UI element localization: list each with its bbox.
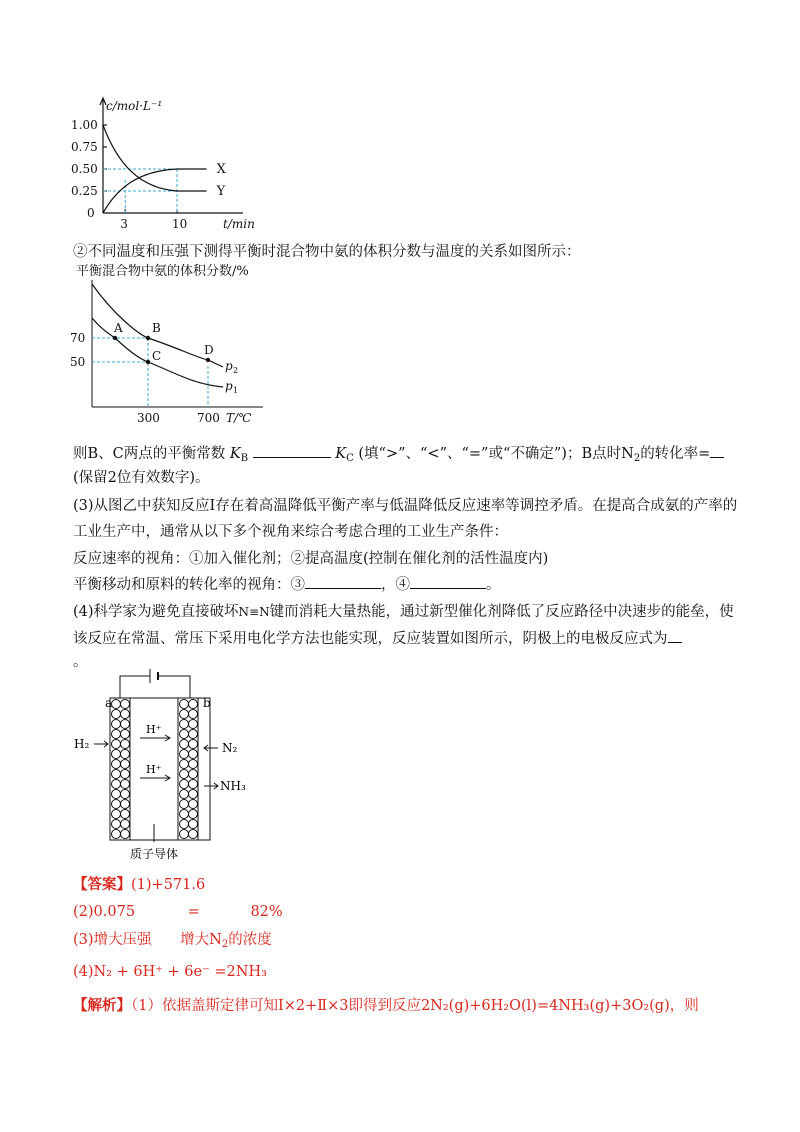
electrode-a-bead (112, 710, 121, 719)
answer-blank-electrode[interactable] (668, 628, 682, 643)
y-tick-label: 0.75 (71, 140, 98, 154)
answer-line-3 (73, 930, 272, 955)
y-tick-label: 0.50 (71, 162, 98, 176)
electrode-a-bead (112, 820, 121, 829)
answer-blank-kb[interactable] (253, 443, 331, 458)
answer-blank-4[interactable] (410, 574, 486, 589)
x-tick-label: 3 (120, 217, 128, 231)
series-y-label: Y (216, 184, 226, 199)
kc-sub: C (346, 453, 354, 464)
electrode-b-bead (189, 720, 198, 729)
nh3-outlet-arrow (204, 783, 218, 789)
question-4-b (73, 628, 682, 649)
electrode-a-bead (121, 770, 130, 779)
kb-symbol: K (229, 446, 241, 462)
fill-hint: (填“>”、“<”、“=”或“不确定”)；B点时 (358, 446, 622, 462)
curve-p2-sub: 2 (233, 366, 239, 375)
n2-sub: 2 (633, 453, 641, 464)
question-2-2: ②不同温度和压强下测得平衡时混合物中氨的体积分数与温度的关系如图所示： (73, 244, 581, 260)
x-tick-label: 700 (197, 411, 220, 425)
electrode-a-bead (121, 760, 130, 769)
electrode-b-bead (189, 820, 198, 829)
answer-2a: (2)0.075 (73, 904, 136, 920)
electrode-a-bead (112, 790, 121, 799)
concentration-time-chart (68, 90, 278, 240)
electrode-b-bead (180, 760, 189, 769)
electrode-b-bead (180, 740, 189, 749)
y-axis-label: c/mol·L⁻¹ (106, 99, 163, 113)
y-tick-label: 50 (70, 355, 86, 369)
answer-3c: 的浓度 (228, 932, 272, 948)
triple-bond: N≡N (238, 605, 270, 619)
question-kb-kc (73, 443, 724, 469)
electrode-a-bead (121, 730, 130, 739)
y-tick-label: 70 (70, 331, 86, 345)
electrode-a (110, 698, 130, 840)
electrode-b-bead (180, 720, 189, 729)
electrode-a-bead (112, 740, 121, 749)
electrode-b-bead (189, 700, 198, 709)
y-tick-label: 1.00 (71, 118, 98, 132)
answer-3b: 增大 (180, 932, 210, 948)
nh3-label: NH₃ (220, 779, 246, 793)
electrode-b-bead (189, 790, 198, 799)
electrode-b-label: b (203, 696, 211, 710)
q3-d-end: 。 (486, 577, 501, 593)
kb-sub: B (240, 453, 249, 464)
electrode-a-bead (121, 830, 130, 839)
electrode-a-bead (121, 700, 130, 709)
answer-2c: 82% (250, 904, 283, 920)
electrode-b-bead (180, 710, 189, 719)
point-label: A (114, 321, 123, 335)
electrode-b-bead (180, 770, 189, 779)
external-wire (120, 676, 190, 698)
q3-d-prefix: 平衡移动和原料的转化率的视角：③ (73, 577, 305, 593)
n2-symbol: N (621, 446, 634, 462)
hplus-label-1: H⁺ (146, 723, 162, 736)
electrode-b-bead (189, 750, 198, 759)
x-tick-label: 10 (172, 217, 188, 231)
kb-prefix: 则B、C两点的平衡常数 (73, 446, 226, 462)
answer-line-1 (73, 875, 205, 895)
point-label: B (152, 321, 161, 335)
answer-3-n: N (209, 932, 222, 948)
electrode-b-bead (180, 700, 189, 709)
question-4-c: 。 (73, 654, 88, 670)
answer-line-4 (73, 962, 267, 982)
electrode-b-bead (189, 710, 198, 719)
point-d (206, 358, 210, 362)
x-tick-label: 300 (137, 411, 160, 425)
device-caption: 质子导体 (130, 847, 179, 861)
answer-1: (1)+571.6 (131, 877, 206, 893)
q4-prefix: (4)科学家为避免直接破坏 (73, 604, 239, 620)
electrode-b-bead (180, 790, 189, 799)
electrode-b-bead (180, 800, 189, 809)
electrode-a-bead (112, 750, 121, 759)
curve-p2-label: p (225, 359, 233, 373)
electrode-a-bead (121, 710, 130, 719)
question-3-b: 工业生产中，通常从以下多个视角来综合考虑合理的工业生产条件： (73, 524, 508, 540)
keep-digits: (保留2位有效数字)。 (73, 470, 210, 486)
q3-d-mid: ，④ (381, 577, 410, 593)
electrode-b-bead (180, 750, 189, 759)
electrode-b-bead (189, 780, 198, 789)
electrode-a-label: a (105, 696, 113, 710)
electrode-a-bead (121, 820, 130, 829)
electrode-b-bead (180, 730, 189, 739)
electrolysis-device (70, 664, 290, 864)
electrode-b (178, 698, 198, 840)
electrode-b-bead (180, 830, 189, 839)
y-tick-label: 0.25 (71, 184, 98, 198)
electrode-b-bead (180, 780, 189, 789)
electrode-a-bead (112, 770, 121, 779)
point-a (113, 336, 117, 340)
curve-p1-sub: 1 (233, 386, 239, 395)
electrode-a-bead (121, 810, 130, 819)
analysis-heading: 【解析】 (73, 997, 131, 1014)
answer-blank-3[interactable] (305, 574, 381, 589)
electrode-a-bead (121, 750, 130, 759)
electrode-b-bead (180, 820, 189, 829)
n2-inlet-arrow (204, 745, 218, 751)
answer-heading: 【答案】 (73, 876, 131, 893)
electrode-a-bead (112, 780, 121, 789)
ammonia-fraction-chart (68, 262, 278, 427)
kc-symbol: K (335, 446, 347, 462)
electrode-a-bead (121, 790, 130, 799)
question-3-a: (3)从图乙中获知反应Ⅰ存在着高温降低平衡产率与低温降低反应速率等调控矛盾。在提高合成氨的产率的 (73, 498, 738, 514)
electrode-a-bead (112, 800, 121, 809)
answer-line-2 (73, 902, 283, 922)
series-x-label: X (216, 162, 226, 177)
electrode-b-bead (189, 770, 198, 779)
answer-4-equation: N₂ + 6H⁺ + 6e⁻ =2NH₃ (93, 964, 267, 980)
electrode-b-bead (189, 810, 198, 819)
electrode-a-bead (112, 700, 121, 709)
h2-inlet-arrow (94, 741, 108, 747)
hplus-label-2: H⁺ (146, 763, 162, 776)
electrode-b-bead (189, 830, 198, 839)
x-axis-label: t/min (223, 217, 255, 231)
analysis-line (73, 996, 699, 1016)
point-label: D (204, 343, 214, 357)
q4-rest: 键而消耗大量热能，通过新型催化剂降低了反应路径中决速步的能垒，使 (269, 604, 734, 620)
question-3-d (73, 574, 501, 595)
electrode-a-bead (121, 720, 130, 729)
point-c (146, 360, 150, 364)
answer-3-sub: 2 (221, 939, 229, 950)
point-b (146, 336, 150, 340)
answer-4-label: (4) (73, 964, 94, 980)
analysis-text: （1）依据盖斯定律可知Ⅰ×2+Ⅱ×3即得到反应2N₂(g)+6H₂O(l)=4NH₃(g)+3O₂(g)，则 (131, 998, 699, 1014)
electrode-a-bead (121, 780, 130, 789)
electrode-b-bead (189, 800, 198, 809)
question-4-a (73, 602, 734, 622)
origin-label: 0 (87, 206, 95, 220)
electrode-a-bead (112, 760, 121, 769)
conversion-label: 的转化率= (640, 446, 711, 462)
point-label: C (152, 349, 162, 363)
x-axis-label: T/℃ (226, 411, 252, 425)
curve-p1-label: p (225, 379, 233, 393)
series-y-line (103, 125, 207, 191)
electrode-a-bead (112, 810, 121, 819)
electrode-b-bead (189, 760, 198, 769)
electrode-a-bead (121, 800, 130, 809)
electrode-b-bead (189, 740, 198, 749)
answer-3a: (3)增大压强 (73, 932, 152, 948)
electrode-a-bead (112, 720, 121, 729)
answer-2b: = (187, 904, 200, 920)
answer-blank-conversion[interactable] (710, 443, 724, 458)
electrode-a-bead (112, 730, 121, 739)
electrode-b-bead (180, 810, 189, 819)
n2-label: N₂ (222, 741, 238, 755)
q4-b-text: 该反应在常温、常压下采用电化学方法也能实现，反应装置如图所示，阴极上的电极反应式为 (73, 631, 668, 647)
electrode-a-bead (121, 740, 130, 749)
h2-label: H₂ (74, 737, 90, 751)
electrode-b-bead (189, 730, 198, 739)
question-3-c: 反应速率的视角：①加入催化剂；②提高温度(控制在催化剂的活性温度内) (73, 551, 549, 567)
y-axis-label: 平衡混合物中氨的体积分数/% (76, 264, 249, 279)
electrode-a-bead (112, 830, 121, 839)
